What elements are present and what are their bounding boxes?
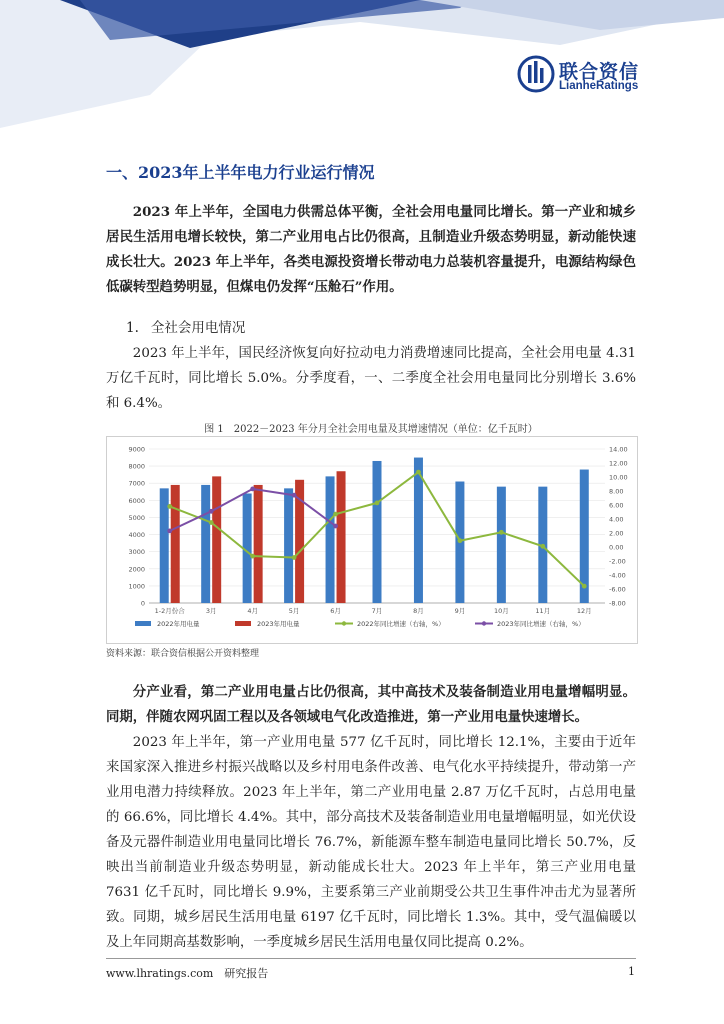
right-axis-tick: 2.00 xyxy=(609,529,624,538)
right-axis-tick: -2.00 xyxy=(609,557,626,566)
company-logo xyxy=(517,55,647,95)
paragraph-2 xyxy=(106,680,636,730)
bar-2023 xyxy=(337,471,346,603)
bar-2022 xyxy=(414,458,423,603)
x-axis-tick: 10月 xyxy=(493,607,509,615)
growth-point-2022 xyxy=(250,554,255,559)
footer-divider xyxy=(106,958,636,959)
x-axis-tick: 3月 xyxy=(205,607,217,615)
paragraph-1-text: 2023 年上半年，国民经济恢复向好拉动电力消费增速同比提高，全社会用电量 4.31 万亿千瓦时，同比增长 5.0%。分季度看，一、二季度全社会用电量同比分别增长 3.6%和 6.4%。 xyxy=(106,346,636,411)
growth-point-2022 xyxy=(209,520,214,525)
x-axis-tick: 5月 xyxy=(288,607,300,615)
left-axis-tick: 0 xyxy=(140,599,145,608)
legend-label: 2022年同比增速（右轴，%） xyxy=(357,620,445,628)
growth-point-2022 xyxy=(582,584,587,589)
legend-marker xyxy=(342,621,346,625)
x-axis-tick: 12月 xyxy=(576,607,592,615)
bar-2023 xyxy=(254,485,263,603)
left-axis-tick: 2000 xyxy=(128,565,145,574)
section-heading: 一、2023年上半年电力行业运行情况 xyxy=(106,163,375,182)
x-axis-tick: 11月 xyxy=(535,607,551,615)
bar-2022 xyxy=(160,488,169,603)
left-axis-tick: 3000 xyxy=(128,548,145,557)
growth-point-2022 xyxy=(540,544,545,549)
right-axis-tick: 6.00 xyxy=(609,501,624,510)
left-axis-tick: 1000 xyxy=(128,582,145,591)
left-axis-tick: 7000 xyxy=(128,479,145,488)
legend-swatch xyxy=(135,621,151,626)
right-axis-tick: -8.00 xyxy=(609,599,626,608)
growth-point-2023 xyxy=(292,493,297,498)
x-axis-tick: 1-2月份合 xyxy=(154,607,185,615)
bar-2023 xyxy=(212,476,221,603)
growth-point-2023 xyxy=(333,524,338,529)
page-number: 1 xyxy=(628,965,635,978)
chart-canvas xyxy=(107,437,637,643)
bar-2022 xyxy=(373,461,382,603)
bar-2022 xyxy=(497,487,506,603)
left-axis-tick: 5000 xyxy=(128,513,145,522)
growth-point-2022 xyxy=(458,538,463,543)
right-axis-tick: 12.00 xyxy=(609,459,628,468)
figure-caption: 图 1 2022－2023 年分月全社会用电量及其增速情况（单位：亿千瓦时） xyxy=(204,424,538,435)
paragraph-3-text: 2023 年上半年，第一产业用电量 577 亿千瓦时，同比增长 12.1%，主要由于近年来国家深入推进乡村振兴战略以及乡村用电条件改善、电气化水平持续提升，带动第一产业用电潜力持续释放。2023 年上半年，第二产业用电量 2.87 万亿千瓦时，占总用电量的 66.6%，同比增长 4.4%。其中，部分高技术及装备制造业用电量增幅明显，如光伏设备及元器件制造业用电量同比增长 76.7%，新能源车整车制造电量同比增长 50.7%，反映出当前制造业升级态势明显，新动能成长壮大。2023 年上半年，第三产业用电量 7631 亿千瓦时，同比增长 9.9%，主要系第三产业前期受公共卫生事件冲击尤为显著所致。同期，城乡居民生活用电量 6197 亿千瓦时，同比增长 1.3%。其中，受气温偏暖以及上年同期高基数影响，一季度城乡居民生活用电量仅同比提高 0.2%。 xyxy=(106,735,636,950)
bar-2022 xyxy=(326,476,335,603)
bar-2022 xyxy=(284,488,293,603)
left-axis-tick: 8000 xyxy=(128,462,145,471)
bar-2023 xyxy=(171,485,180,603)
legend-label: 2022年用电量 xyxy=(157,620,200,628)
logo-cn-text: 联合资信 xyxy=(559,61,640,83)
paragraph-1 xyxy=(106,341,636,416)
growth-point-2022 xyxy=(333,512,338,517)
x-axis-tick: 4月 xyxy=(247,607,258,615)
bar-2022 xyxy=(201,485,210,603)
growth-point-2022 xyxy=(499,530,504,535)
growth-point-2022 xyxy=(167,504,172,509)
summary-text: 2023 年上半年，全国电力供需总体平衡，全社会用电量同比增长。第一产业和城乡居民生活用电增长较快，第二产业用电占比仍很高，且制造业升级态势明显，新动能快速成长壮大。2023 年上半年，各类电源投资增长带动电力总装机容量提升，电源结构绿色低碳转型趋势明显，但煤电仍发挥“压舱石”作用。 xyxy=(106,204,636,295)
subsection-label: 全社会用电情况 xyxy=(150,320,246,336)
right-axis-tick: -4.00 xyxy=(609,571,626,580)
right-axis-tick: 0.00 xyxy=(609,543,624,552)
x-axis-tick: 8月 xyxy=(413,607,424,615)
paragraph-3 xyxy=(106,730,636,955)
x-axis-tick: 7月 xyxy=(371,607,383,615)
summary-paragraph xyxy=(106,200,636,300)
logo-en-text: LianheRatings xyxy=(559,80,639,92)
growth-point-2023 xyxy=(167,529,172,534)
logo-icon xyxy=(517,55,555,93)
growth-line-2023 xyxy=(170,489,336,531)
right-axis-tick: -6.00 xyxy=(609,585,626,594)
legend-marker xyxy=(482,621,486,625)
x-axis-tick: 9月 xyxy=(454,607,466,615)
growth-point-2022 xyxy=(375,501,380,506)
footer-doc-type: 研究报告 xyxy=(224,967,269,980)
legend-label: 2023年用电量 xyxy=(257,620,300,628)
left-axis-tick: 4000 xyxy=(128,531,145,540)
legend-swatch xyxy=(235,621,251,626)
subsection-title xyxy=(126,316,245,336)
right-axis-tick: 14.00 xyxy=(609,445,628,454)
figure-source: 资料来源：联合资信根据公开资料整理 xyxy=(106,649,260,659)
legend-label: 2023年同比增速（右轴，%） xyxy=(497,620,585,628)
growth-point-2023 xyxy=(209,509,214,514)
left-axis-tick: 9000 xyxy=(128,445,145,454)
left-axis-tick: 6000 xyxy=(128,496,145,505)
x-axis-tick: 6月 xyxy=(330,607,341,615)
electricity-chart xyxy=(106,436,638,644)
paragraph-2-text: 分产业看，第二产业用电量占比仍很高，其中高技术及装备制造业用电量增幅明显。同期，伴随农网巩固工程以及各领域电气化改造推进，第一产业用电量快速增长。 xyxy=(106,684,636,725)
right-axis-tick: 10.00 xyxy=(609,473,628,482)
subsection-number: 1. xyxy=(126,320,139,336)
right-axis-tick: 4.00 xyxy=(609,515,624,524)
footer-site-link[interactable]: www.lhratings.com xyxy=(106,967,214,980)
footer-left xyxy=(106,965,268,981)
growth-point-2022 xyxy=(292,555,297,560)
right-axis-tick: 8.00 xyxy=(609,487,624,496)
growth-point-2022 xyxy=(416,470,421,475)
growth-point-2023 xyxy=(250,487,255,492)
